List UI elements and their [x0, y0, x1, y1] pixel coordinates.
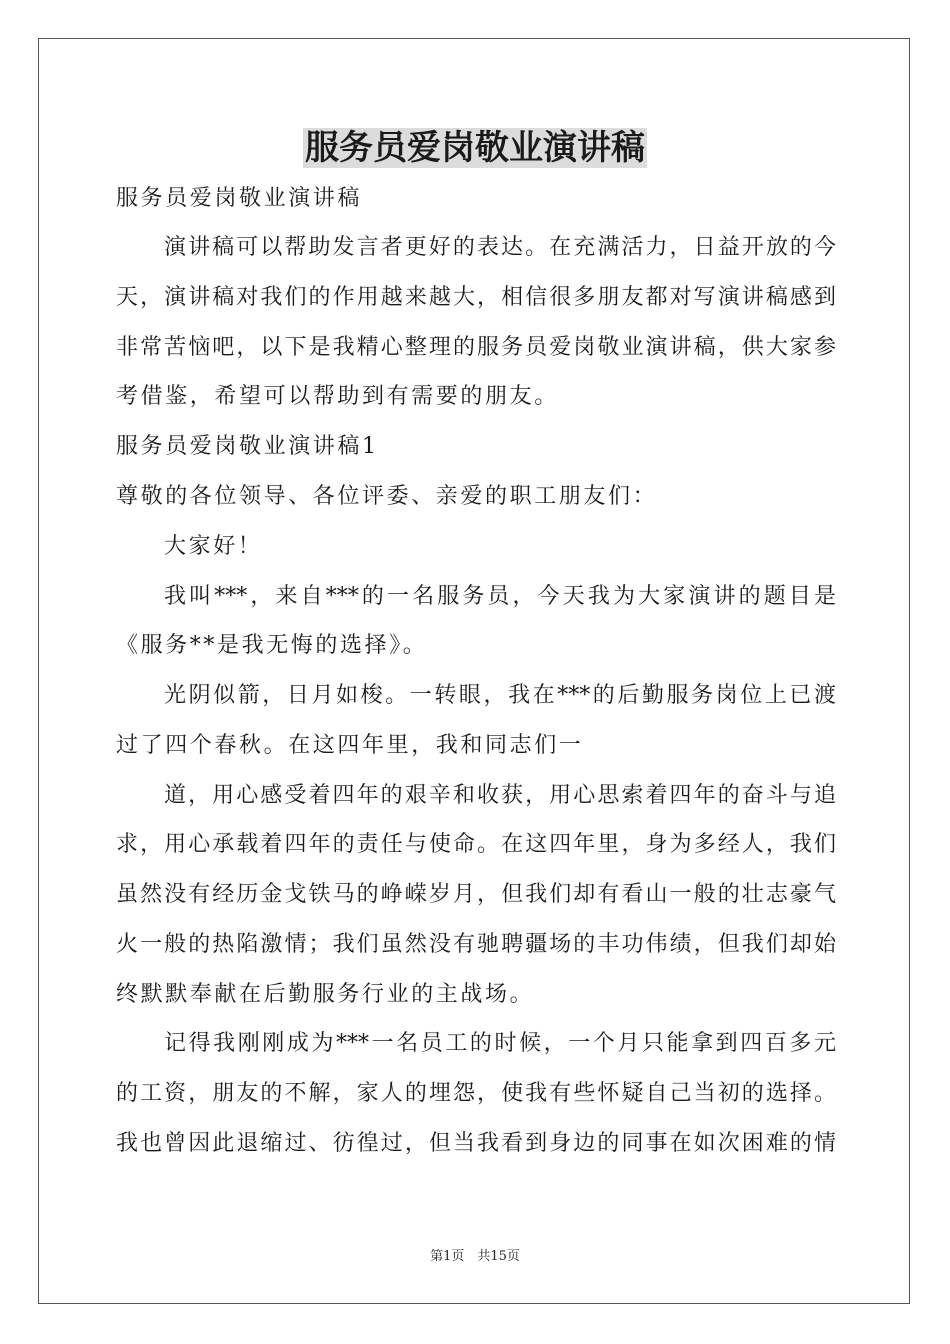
paragraph-line: 我叫***，来自***的一名服务员，今天我为大家演讲的题目是 — [164, 584, 836, 609]
page-number-footer: 第1页 共15页 — [430, 1249, 520, 1264]
paragraph-line: 虽然没有经历金戈铁马的峥嵘岁月，但我们却有看山一般的壮志豪气 — [116, 882, 836, 907]
paragraph-line: 终默默奉献在后勤服务行业的主战场。 — [116, 982, 535, 1007]
greeting-line: 大家好！ — [164, 534, 263, 559]
paragraph-line: 天，演讲稿对我们的作用越来越大，相信很多朋友都对写演讲稿感到 — [116, 285, 836, 310]
paragraph-line: 的工资，朋友的不解，家人的埋怨，使我有些怀疑自己当初的选择。 — [116, 1081, 836, 1106]
paragraph-line: 非常苦恼吧，以下是我精心整理的服务员爱岗敬业演讲稿，供大家参 — [116, 335, 836, 360]
paragraph-line: 光阴似箭，日月如梭。一转眼，我在***的后勤服务岗位上已渡 — [164, 683, 836, 708]
document-title — [0, 124, 950, 172]
paragraph-line: 演讲稿可以帮助发言者更好的表达。在充满活力，日益开放的今 — [164, 235, 836, 260]
section-heading: 服务员爱岗敬业演讲稿1 — [116, 434, 379, 459]
paragraph-line: 《服务**是我无悔的选择》。 — [116, 633, 428, 658]
paragraph-line: 道，用心感受着四年的艰辛和收获，用心思索着四年的奋斗与追 — [164, 783, 836, 808]
paragraph-line: 过了四个春秋。在这四年里，我和同志们一 — [116, 733, 584, 758]
salutation-line: 尊敬的各位领导、各位评委、亲爱的职工朋友们： — [116, 484, 658, 509]
paragraph-line: 我也曾因此退缩过、彷徨过，但当我看到身边的同事在如次困难的情 — [116, 1131, 836, 1156]
paragraph-line: 记得我刚刚成为***一名员工的时候，一个月只能拿到四百多元 — [164, 1031, 836, 1056]
paragraph-line: 考借鉴，希望可以帮助到有需要的朋友。 — [116, 384, 559, 409]
paragraph-line: 求，用心承载着四年的责任与使命。在这四年里，身为多经人，我们 — [116, 832, 836, 857]
paragraph-line: 火一般的热陷激情；我们虽然没有驰聘疆场的丰功伟绩，但我们却始 — [116, 932, 836, 957]
document-title-text: 服务员爱岗敬业演讲稿 — [305, 128, 645, 168]
subtitle-line: 服务员爱岗敬业演讲稿 — [116, 186, 363, 211]
page-border — [38, 38, 910, 1304]
